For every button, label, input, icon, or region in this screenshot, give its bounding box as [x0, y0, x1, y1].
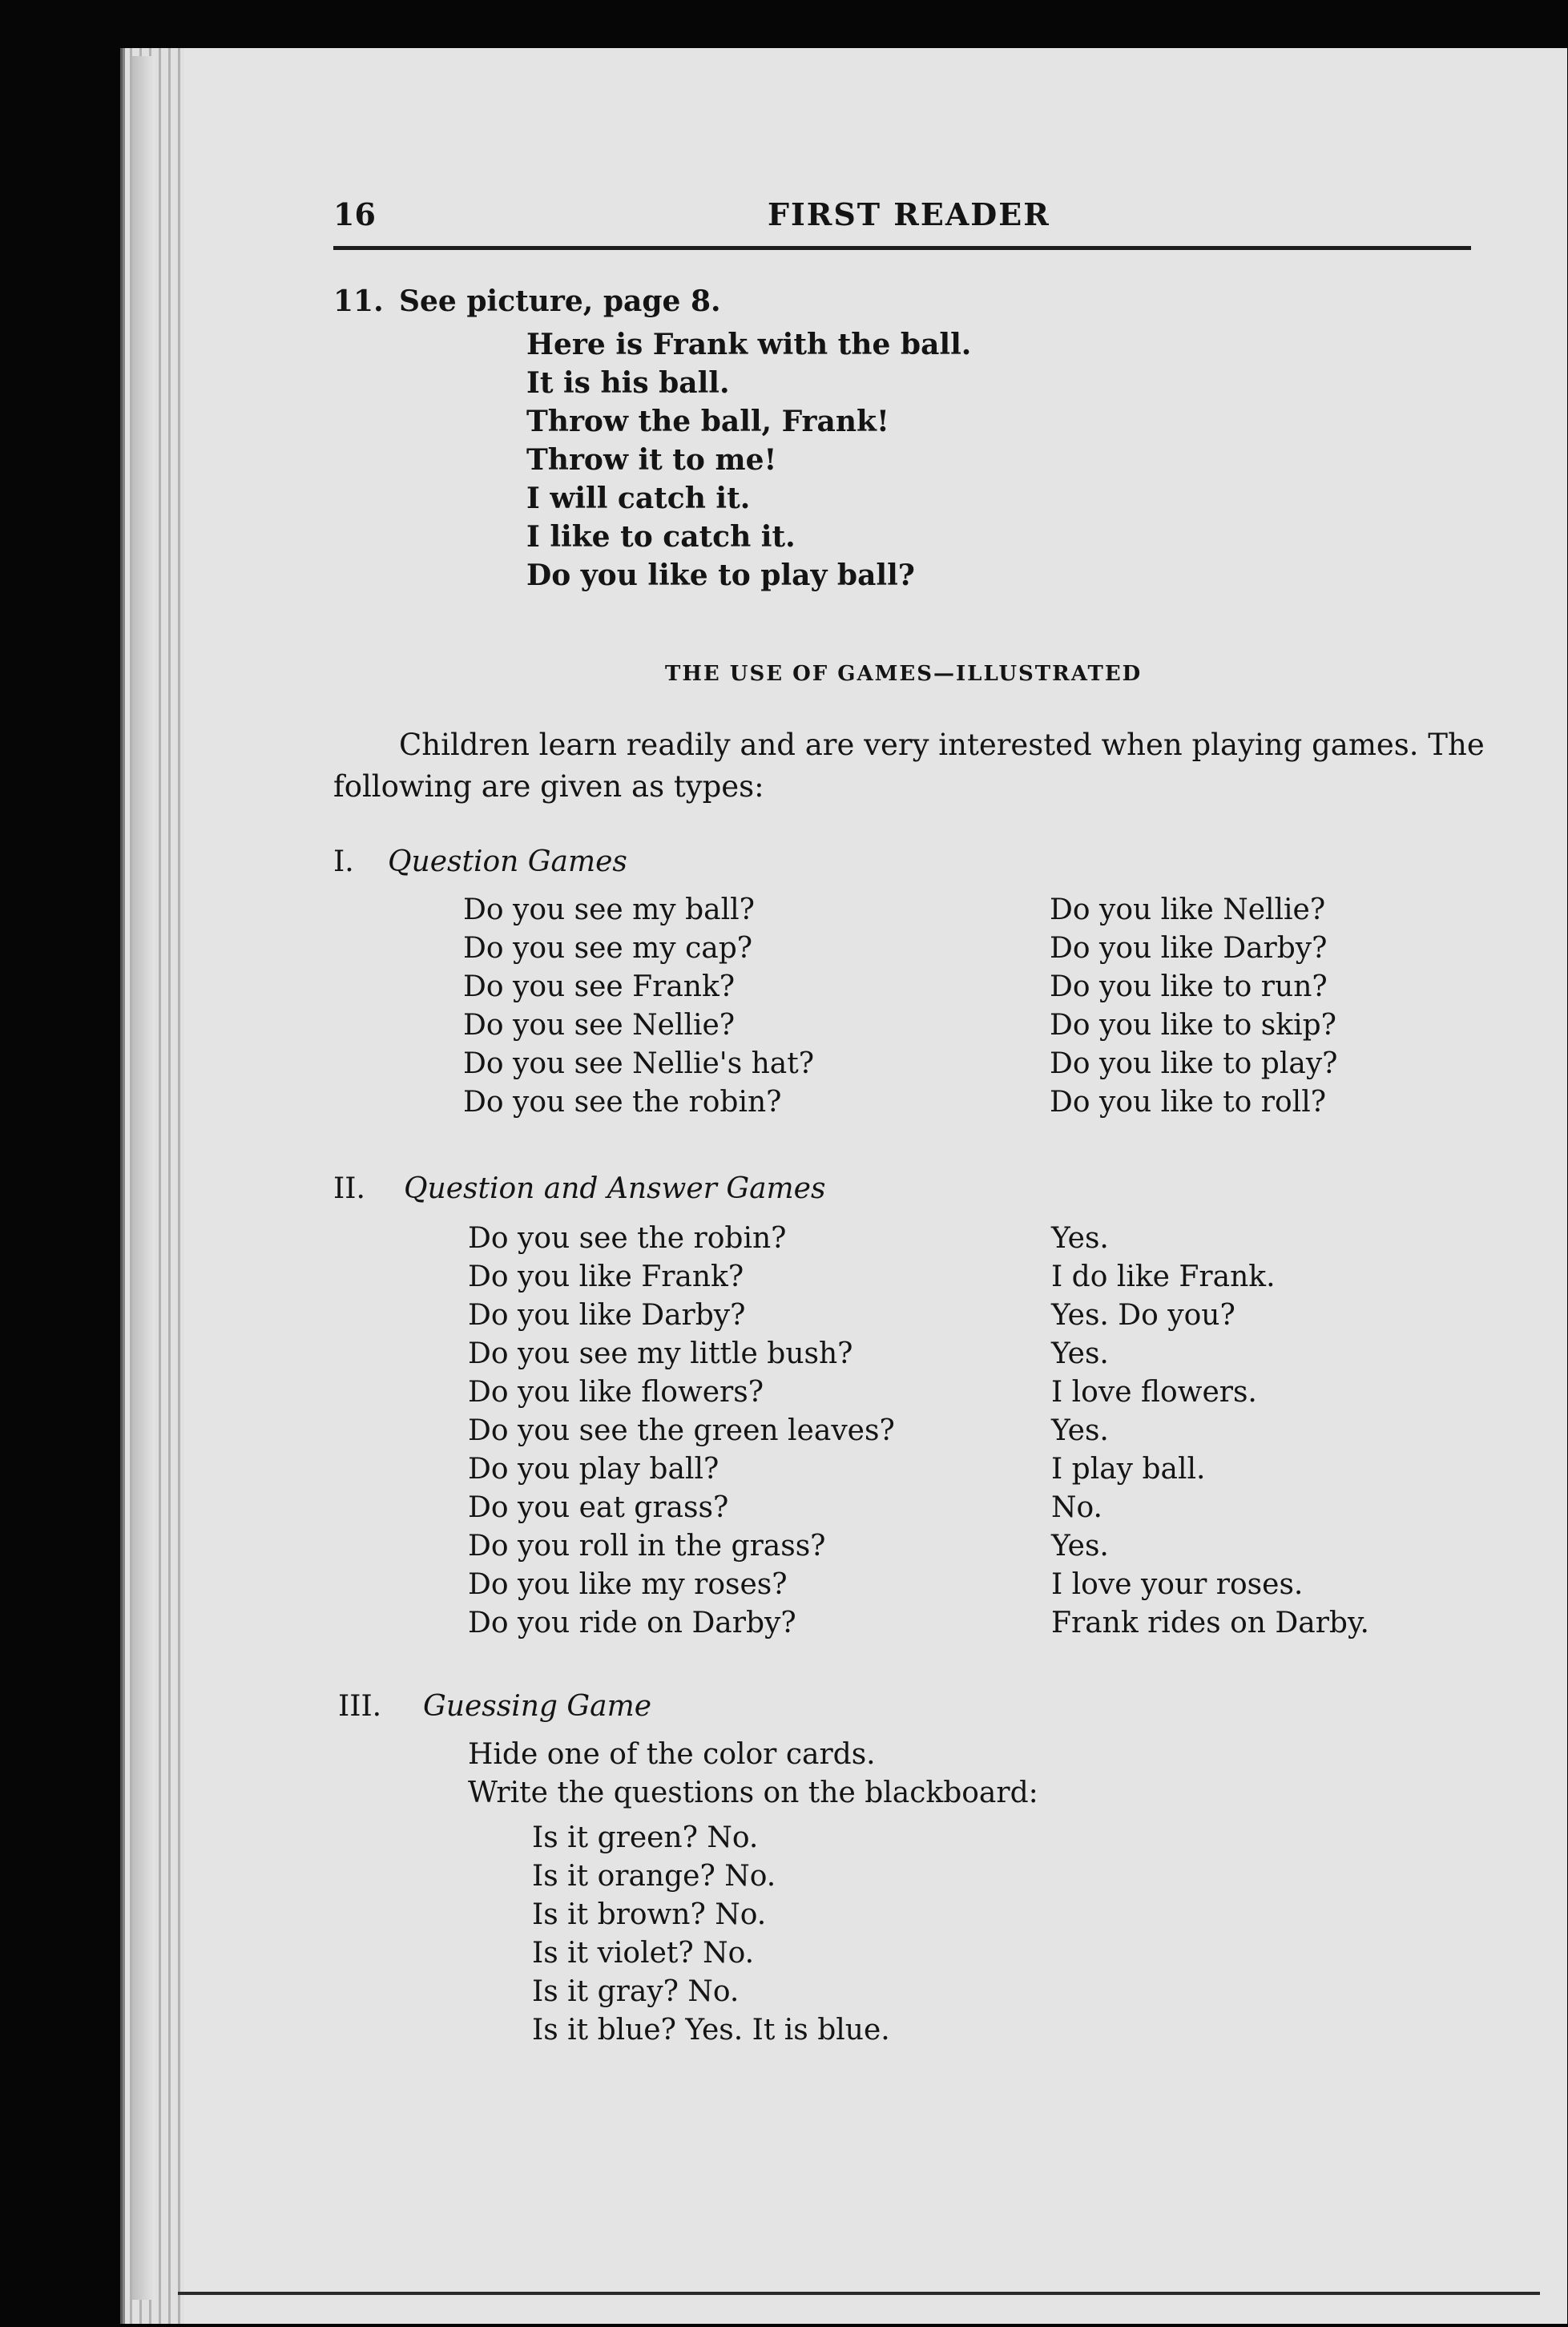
guess-line: Is it gray? No.: [532, 1975, 740, 2008]
question-left: Do you see the robin?: [463, 1086, 782, 1119]
part-numeral: II.: [333, 1172, 365, 1205]
part-title: Question and Answer Games: [404, 1172, 826, 1205]
answer: I play ball.: [1051, 1453, 1206, 1486]
exercise-line: I will catch it.: [526, 482, 751, 515]
question-right: Do you like Darby?: [1050, 932, 1328, 965]
part-numeral: III.: [338, 1690, 382, 1723]
gutter-shadow: [132, 56, 155, 2300]
instruction: Write the questions on the blackboard:: [468, 1777, 1038, 1809]
answer: Yes.: [1051, 1222, 1109, 1255]
answer: I love flowers.: [1051, 1376, 1257, 1409]
answer: Yes. Do you?: [1051, 1299, 1235, 1332]
instruction: Hide one of the color cards.: [468, 1738, 876, 1771]
question-right: Do you like to skip?: [1050, 1009, 1336, 1042]
exercise-line: Throw it to me!: [526, 443, 777, 477]
page-number: 16: [333, 196, 376, 232]
question: Do you eat grass?: [468, 1491, 729, 1524]
guess-line: Is it violet? No.: [532, 1937, 755, 1970]
answer: Yes.: [1051, 1337, 1109, 1370]
question-right: Do you like to play?: [1050, 1047, 1338, 1080]
exercise-line: I like to catch it.: [526, 520, 796, 554]
question: Do you like Frank?: [468, 1260, 744, 1293]
question: Do you see the robin?: [468, 1222, 787, 1255]
question-right: Do you like Nellie?: [1050, 893, 1326, 926]
exercise-line: It is his ball.: [526, 366, 730, 400]
intro-paragraph-line: Children learn readily and are very interested when playing games. The: [399, 728, 1485, 762]
question: Do you like my roses?: [468, 1568, 788, 1601]
header-rule: [333, 246, 1471, 250]
exercise-number: 11.: [333, 284, 384, 318]
running-title: FIRST READER: [768, 196, 1050, 232]
answer: Frank rides on Darby.: [1051, 1607, 1369, 1639]
part-title: Guessing Game: [423, 1690, 652, 1723]
answer: No.: [1051, 1491, 1102, 1524]
answer: Yes.: [1051, 1530, 1109, 1563]
question: Do you see the green leaves?: [468, 1414, 895, 1447]
guess-line: Is it brown? No.: [532, 1898, 767, 1931]
question-left: Do you see my cap?: [463, 932, 753, 965]
answer: I love your roses.: [1051, 1568, 1304, 1601]
guess-line: Is it green? No.: [532, 1821, 759, 1854]
question: Do you roll in the grass?: [468, 1530, 826, 1563]
question-left: Do you see Nellie?: [463, 1009, 736, 1042]
question-left: Do you see Frank?: [463, 970, 736, 1003]
question: Do you see my little bush?: [468, 1337, 853, 1370]
exercise-line: Do you like to play ball?: [526, 559, 915, 592]
guess-line: Is it blue? Yes. It is blue.: [532, 2014, 890, 2047]
question: Do you play ball?: [468, 1453, 720, 1486]
exercise-line: Here is Frank with the ball.: [526, 328, 972, 361]
question: Do you like Darby?: [468, 1299, 746, 1332]
question-right: Do you like to roll?: [1050, 1086, 1327, 1119]
section-heading: THE USE OF GAMES—ILLUSTRATED: [665, 662, 1143, 686]
question: Do you like flowers?: [468, 1376, 764, 1409]
answer: Yes.: [1051, 1414, 1109, 1447]
question-left: Do you see Nellie's hat?: [463, 1047, 815, 1080]
page-bottom-edge: [178, 2292, 1540, 2295]
question-right: Do you like to run?: [1050, 970, 1328, 1003]
answer: I do like Frank.: [1051, 1260, 1276, 1293]
question-left: Do you see my ball?: [463, 893, 755, 926]
part-title: Question Games: [388, 845, 627, 878]
exercise-line: Throw the ball, Frank!: [526, 405, 889, 438]
exercise-intro: See picture, page 8.: [399, 284, 721, 318]
guess-line: Is it orange? No.: [532, 1860, 776, 1893]
part-numeral: I.: [333, 845, 354, 878]
intro-paragraph-line: following are given as types:: [333, 769, 764, 804]
question: Do you ride on Darby?: [468, 1607, 796, 1639]
